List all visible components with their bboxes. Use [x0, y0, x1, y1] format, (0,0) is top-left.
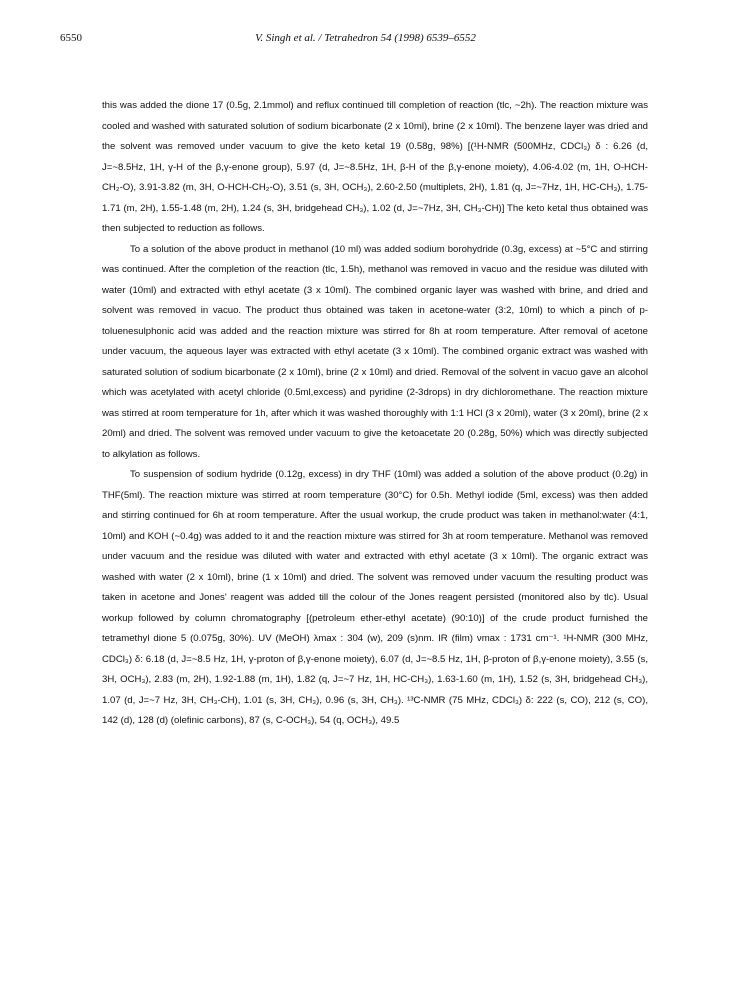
body-text: [102, 96, 648, 732]
running-head: V. Singh et al. / Tetrahedron 54 (1998) 6539–6552: [255, 32, 476, 44]
page-number: 6550: [60, 32, 82, 44]
paragraph-reduction: To a solution of the above product in methanol (10 ml) was added sodium borohydride (0.3g, excess) at ~5°C and stirring was continued. After the completion of the reaction (tlc, 1.5h), methanol was removed in vacuo and the residue was diluted with water (10ml) and extracted with ethyl acetate (3 x 10ml). The combined organic layer was washed with brine, and dried and solvent was removed in vacuo. The product thus obtained was taken in acetone-water (3:2, 10ml) to which a pinch of p-toluenesulphonic acid was added and the reaction mixture was stirred for 8h at room temperature. After removal of acetone under vacuum, the aqueous layer was extracted with ethyl acetate (3 x 10ml). The combined organic extract was washed with saturated solution of sodium bicarbonate (2 x 10ml), brine (2 x 10ml) and dried. Removal of the solvent in vacuo gave an alcohol which was acetylated with acetyl chloride (0.5ml,excess) and pyridine (2-3drops) in dry dichloromethane. The reaction mixture was stirred at room temperature for 1h, after which it was washed thoroughly with 1:1 HCl (3 x 20ml), water (3 x 20ml), brine (2 x 20ml) and dried. The solvent was removed under vacuum to give the ketoacetate 20 (0.28g, 50%) which was directly subjected to alkylation as follows.: [102, 243, 648, 460]
paragraph-keto-ketal: this was added the dione 17 (0.5g, 2.1mmol) and reflux continued till completion of reaction (tlc, ~2h). The reaction mixture was cooled and washed with saturated solution of sodium bicarbonate (2 x 10ml), brine (2 x 10ml). The benzene layer was dried and the solvent was removed under vacuum to give the keto ketal 19 (0.58g, 98%) [(¹H-NMR (500MHz, CDCl₃) δ : 6.26 (d, J=~8.5Hz, 1H, γ-H of the β,γ-enone group), 5.97 (d, J=~8.5Hz, 1H, β-H of the β,γ-enone moiety), 4.06-4.02 (m, 1H, O-HCH-CH₂-O), 3.91-3.82 (m, 3H, O-HCH-CH₂-O), 3.51 (s, 3H, OCH₃), 2.60-2.50 (multiplets, 2H), 1.81 (q, J=~7Hz, 1H, HC-CH₃), 1.75-1.71 (m, 2H), 1.55-1.48 (m, 2H), 1.24 (s, 3H, bridgehead CH₃), 1.02 (d, J=~7Hz, 3H, CH₃-CH)] The keto ketal thus obtained was then subjected to reduction as follows.: [102, 100, 648, 234]
page-header: [60, 32, 671, 48]
paragraph-alkylation: To suspension of sodium hydride (0.12g, excess) in dry THF (10ml) was added a solution of the above product (0.2g) in THF(5ml). The reaction mixture was stirred at room temperature (30°C) for 0.5h. Methyl iodide (5ml, excess) was then added and stirring continued for 6h at room temperature. After the usual workup, the crude product was taken in methanol:water (4:1, 10ml) and KOH (~0.4g) was added to it and the reaction mixture was stirred for 3h at room temperature. Methanol was removed under vacuum and the residue was diluted with water and extracted with ethyl acetate (3 x 10ml). The organic extract was washed with water (2 x 10ml), brine (1 x 10ml) and dried. The solvent was removed under vacuum the resulting product was taken in acetone and Jones' reagent was added till the colour of the Jones reagent persisted (monitored also by tlc). Usual workup followed by column chromatography [(petroleum ether-ethyl acetate) (90:10)] of the crude product furnished the tetramethyl dione 5 (0.075g, 30%). UV (MeOH) λmax : 304 (w), 209 (s)nm. IR (film) νmax : 1731 cm⁻¹. ¹H-NMR (300 MHz, CDCl₃) δ: 6.18 (d, J=~8.5 Hz, 1H, γ-proton of β,γ-enone moiety), 6.07 (d, J=~8.5 Hz, 1H, β-proton of β,γ-enone moiety), 3.55 (s, 3H, OCH₃), 2.83 (m, 2H), 1.92-1.88 (m, 1H), 1.82 (q, J=~7 Hz, 1H, HC-CH₃), 1.63-1.60 (m, 1H), 1.52 (s, 3H, bridgehead CH₃), 1.07 (d, J=~7 Hz, 3H, CH₃-CH), 1.01 (s, 3H, CH₃), 0.96 (s, 3H, CH₃). ¹³C-NMR (75 MHz, CDCl₃) δ: 222 (s, CO), 212 (s, CO), 142 (d), 128 (d) (olefinic carbons), 87 (s, C-OCH₃), 54 (q, OCH₃), 49.5: [102, 469, 648, 726]
